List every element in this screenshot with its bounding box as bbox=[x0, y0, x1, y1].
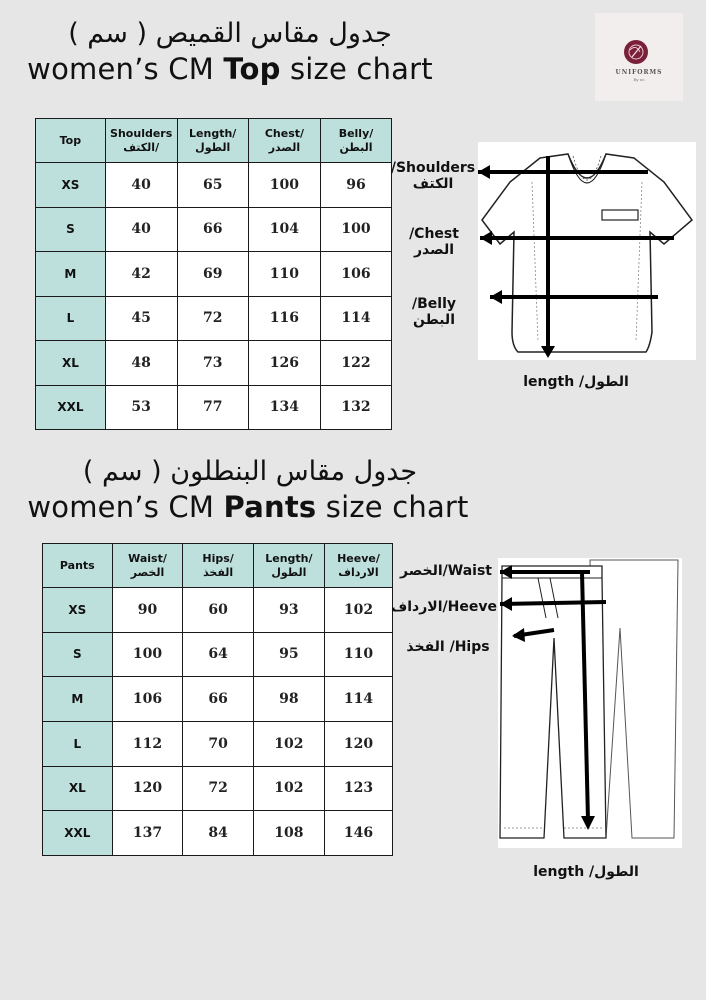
value-cell: 114 bbox=[324, 677, 392, 722]
belly-label: /Belly البطن bbox=[411, 296, 456, 328]
value-cell: 114 bbox=[320, 296, 391, 341]
pants-title-arabic: جدول مقاس البنطلون ( سم ) bbox=[82, 456, 418, 487]
value-cell: 45 bbox=[105, 296, 177, 341]
header-cell: Chest/ الصدر bbox=[248, 119, 320, 163]
value-cell: 137 bbox=[112, 811, 183, 856]
table-row bbox=[36, 163, 392, 208]
logo-brand-text: UNIFORMS bbox=[615, 69, 663, 76]
value-cell: 77 bbox=[177, 385, 248, 430]
value-cell: 110 bbox=[324, 632, 392, 677]
value-cell: 102 bbox=[253, 721, 324, 766]
table-row bbox=[36, 207, 392, 252]
value-cell: 123 bbox=[324, 766, 392, 811]
value-cell: 100 bbox=[248, 163, 320, 208]
value-cell: 120 bbox=[112, 766, 183, 811]
value-cell: 100 bbox=[320, 207, 391, 252]
value-cell: 120 bbox=[324, 721, 392, 766]
value-cell: 95 bbox=[253, 632, 324, 677]
table-row bbox=[43, 588, 393, 633]
value-cell: 70 bbox=[183, 721, 253, 766]
table-row bbox=[36, 252, 392, 297]
table-row bbox=[43, 721, 393, 766]
size-cell: S bbox=[36, 207, 106, 252]
size-cell: XXL bbox=[43, 811, 113, 856]
value-cell: 112 bbox=[112, 721, 183, 766]
value-cell: 98 bbox=[253, 677, 324, 722]
value-cell: 106 bbox=[112, 677, 183, 722]
scrub-pants-drawing bbox=[498, 558, 682, 848]
size-cell: XS bbox=[43, 588, 113, 633]
value-cell: 60 bbox=[183, 588, 253, 633]
size-cell: M bbox=[43, 677, 113, 722]
table-header-row bbox=[36, 119, 392, 163]
size-cell: S bbox=[43, 632, 113, 677]
value-cell: 48 bbox=[105, 341, 177, 386]
table-row bbox=[36, 385, 392, 430]
value-cell: 66 bbox=[183, 677, 253, 722]
value-cell: 132 bbox=[320, 385, 391, 430]
heeve-label: الارداف/Heeve bbox=[391, 599, 497, 615]
size-cell: XXL bbox=[36, 385, 106, 430]
table-header-row bbox=[43, 544, 393, 588]
table-row bbox=[43, 677, 393, 722]
size-cell: XL bbox=[36, 341, 106, 386]
value-cell: 110 bbox=[248, 252, 320, 297]
header-cell: Heeve/ الارداف bbox=[324, 544, 392, 588]
value-cell: 108 bbox=[253, 811, 324, 856]
value-cell: 72 bbox=[183, 766, 253, 811]
value-cell: 84 bbox=[183, 811, 253, 856]
table-row bbox=[43, 632, 393, 677]
pants-title-bold: Pants bbox=[223, 490, 317, 524]
shoulders-label: /Shoulders الكتف bbox=[390, 160, 476, 192]
value-cell: 73 bbox=[177, 341, 248, 386]
value-cell: 102 bbox=[324, 588, 392, 633]
value-cell: 146 bbox=[324, 811, 392, 856]
value-cell: 106 bbox=[320, 252, 391, 297]
size-cell: L bbox=[36, 296, 106, 341]
size-cell: L bbox=[43, 721, 113, 766]
value-cell: 116 bbox=[248, 296, 320, 341]
value-cell: 100 bbox=[112, 632, 183, 677]
value-cell: 66 bbox=[177, 207, 248, 252]
chest-label: /Chest الصدر bbox=[409, 226, 459, 258]
needle-icon bbox=[624, 40, 648, 64]
pants-title-pre: women’s CM bbox=[27, 490, 224, 524]
top-garment-illustration bbox=[478, 142, 696, 360]
top-title-arabic: جدول مقاس القميص ( سم ) bbox=[68, 18, 392, 49]
brand-logo bbox=[595, 13, 683, 101]
header-cell: Top bbox=[36, 119, 106, 163]
header-cell: Belly/ البطن bbox=[320, 119, 391, 163]
value-cell: 40 bbox=[105, 207, 177, 252]
waist-label: الخصر/Waist bbox=[400, 563, 492, 579]
header-cell: Pants bbox=[43, 544, 113, 588]
value-cell: 64 bbox=[183, 632, 253, 677]
header-cell: Hips/ الفخذ bbox=[183, 544, 253, 588]
header-cell: Waist/ الخصر bbox=[112, 544, 183, 588]
value-cell: 134 bbox=[248, 385, 320, 430]
top-title-post: size chart bbox=[280, 52, 433, 86]
scrub-top-drawing bbox=[478, 142, 696, 360]
top-title-pre: women’s CM bbox=[27, 52, 224, 86]
pants-size-table bbox=[42, 543, 393, 856]
value-cell: 102 bbox=[253, 766, 324, 811]
pants-length-label: length /الطول bbox=[533, 864, 639, 880]
hips-label: الفخذ /Hips bbox=[406, 639, 490, 655]
table-row bbox=[36, 296, 392, 341]
value-cell: 65 bbox=[177, 163, 248, 208]
top-title-english bbox=[0, 52, 460, 86]
value-cell: 72 bbox=[177, 296, 248, 341]
table-row bbox=[36, 341, 392, 386]
header-cell: Length/ الطول bbox=[177, 119, 248, 163]
value-cell: 53 bbox=[105, 385, 177, 430]
value-cell: 93 bbox=[253, 588, 324, 633]
top-title-bold: Top bbox=[223, 52, 281, 86]
size-cell: M bbox=[36, 252, 106, 297]
value-cell: 40 bbox=[105, 163, 177, 208]
value-cell: 69 bbox=[177, 252, 248, 297]
size-cell: XL bbox=[43, 766, 113, 811]
pants-title-post: size chart bbox=[316, 490, 469, 524]
value-cell: 126 bbox=[248, 341, 320, 386]
pants-title-english bbox=[0, 490, 496, 524]
top-size-table bbox=[35, 118, 392, 430]
pants-garment-illustration bbox=[498, 558, 682, 848]
table-row bbox=[43, 811, 393, 856]
logo-sub-text: By us bbox=[633, 77, 645, 82]
value-cell: 104 bbox=[248, 207, 320, 252]
value-cell: 90 bbox=[112, 588, 183, 633]
header-cell: Shoulders الكتف/ bbox=[105, 119, 177, 163]
value-cell: 122 bbox=[320, 341, 391, 386]
table-row bbox=[43, 766, 393, 811]
size-cell: XS bbox=[36, 163, 106, 208]
top-length-label: length /الطول bbox=[523, 374, 629, 390]
value-cell: 96 bbox=[320, 163, 391, 208]
header-cell: Length/ الطول bbox=[253, 544, 324, 588]
value-cell: 42 bbox=[105, 252, 177, 297]
